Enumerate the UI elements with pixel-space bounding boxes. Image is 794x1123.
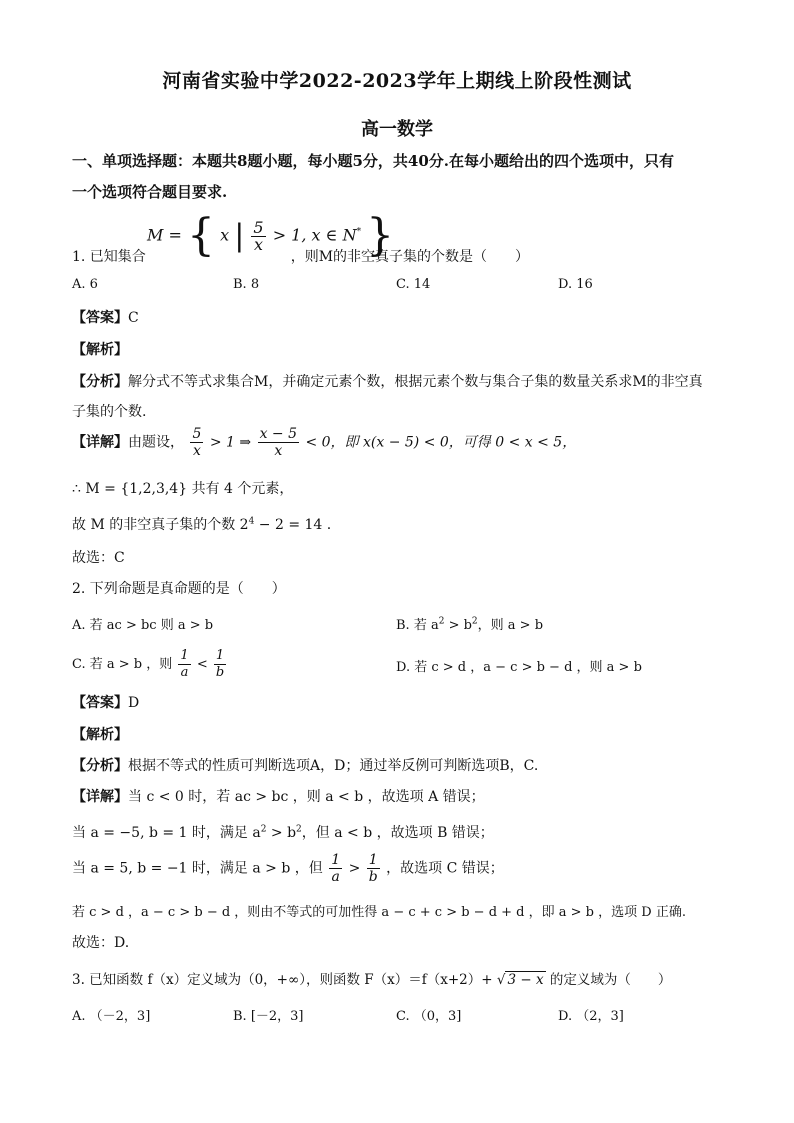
q1-detail-2: ∴ M = {1,2,3,4} 共有 4 个元素， [72,481,294,497]
q1-detail-3: 故 M 的非空真子集的个数 $2^4 - 2 = 14$ . [72,516,332,533]
q2-option-c: C. 若 a > b ，则 $\frac{1}{a}$ < $\frac{1}{b}$ [72,648,225,680]
q3-option-d: D. （2，3] [558,1009,624,1024]
question-2-stem: 2. 下列命题是真命题的是（ ） [72,581,286,597]
set-definition: M = { x | $\frac{5}{x}$ > 1, x ∈ N* } [147,210,395,261]
q2-detail-1: 【详解】当 c < 0 时，若 ac > bc ，则 a < b ，故选项 A 错误； [72,789,485,805]
fraction: $\frac{5}{x}$ [253,217,264,254]
question-1-stem: 1. 已知集合 ，则M的非空真子集的个数是（ ） [72,249,530,265]
q2-option-d: D. 若 c > d ，a − c > b − d ，则 a > b [396,660,642,675]
q1-conclusion: 故选：C [72,550,125,566]
q1-answer: 【答案】C [72,310,139,326]
q3-option-c: C. （0，3] [396,1009,462,1024]
q2-detail-2: 当 a = −5, b = 1 时，满足 $a^2 > b^2$，但 a < b ，故选项 B 错误； [72,824,494,841]
q1-analysis-heading: 【解析】 [72,342,128,358]
page-title: 河南省实验中学2022-2023学年上期线上阶段性测试 [162,70,632,92]
q2-answer: 【答案】D [72,695,140,711]
q2-detail-3: 当 a = 5, b = −1 时，满足 a > b ，但 $\frac{1}{a}$ > $\frac{1}{b}$ ，故选项 C 错误； [72,852,504,885]
q2-detail-4: 若 c > d ，a − c > b − d ，则由不等式的可加性得 a − c + c > b − d + d ，即 a > b ，选项 D 正确. [72,905,686,920]
q3-option-a: A. （－2，3] [72,1009,151,1024]
q1-option-a: A. 6 [72,277,98,292]
left-brace-icon: { [186,210,215,261]
q1-detail-1: 【详解】由题设， $\frac{5}{x}$ > 1 ⇒ $\frac{x - 5}{x}$ < 0，即 x(x − 5) < 0，可得 0 < x < 5， [72,426,577,459]
q1-fenxi-cont: 子集的个数. [72,404,147,420]
q2-conclusion: 故选：D. [72,935,130,951]
page-subtitle: 高一数学 [361,119,433,140]
question-3-stem: 3. 已知函数 f（x）定义域为（0，+∞），则函数 F（x）＝f（x+2）+ √ 3 − x 的定义域为（ ） [72,972,672,988]
q2-option-b: B. 若 $a^2 > b^2$，则 a > b [396,616,544,633]
section-heading-cont: 一个选项符合题目要求. [72,183,228,201]
right-brace-icon: } [366,210,395,261]
q1-option-c: C. 14 [396,277,431,292]
q2-option-a: A. 若 ac > bc 则 a > b [72,618,214,633]
q1-option-b: B. 8 [233,277,260,292]
q1-fenxi: 【分析】解分式不等式求集合M，并确定元素个数，根据元素个数与集合子集的数量关系求M的非空真 [72,374,703,390]
section-heading: 一、单项选择题：本题共8题小题，每小题5分，共40分.在每小题给出的四个选项中，只有 [72,152,674,170]
q3-option-b: B. [－2，3] [233,1009,304,1024]
q1-option-d: D. 16 [558,277,593,292]
q2-analysis-heading: 【解析】 [72,727,128,743]
q2-fenxi: 【分析】根据不等式的性质可判断选项A，D；通过举反例可判断选项B，C. [72,758,539,774]
